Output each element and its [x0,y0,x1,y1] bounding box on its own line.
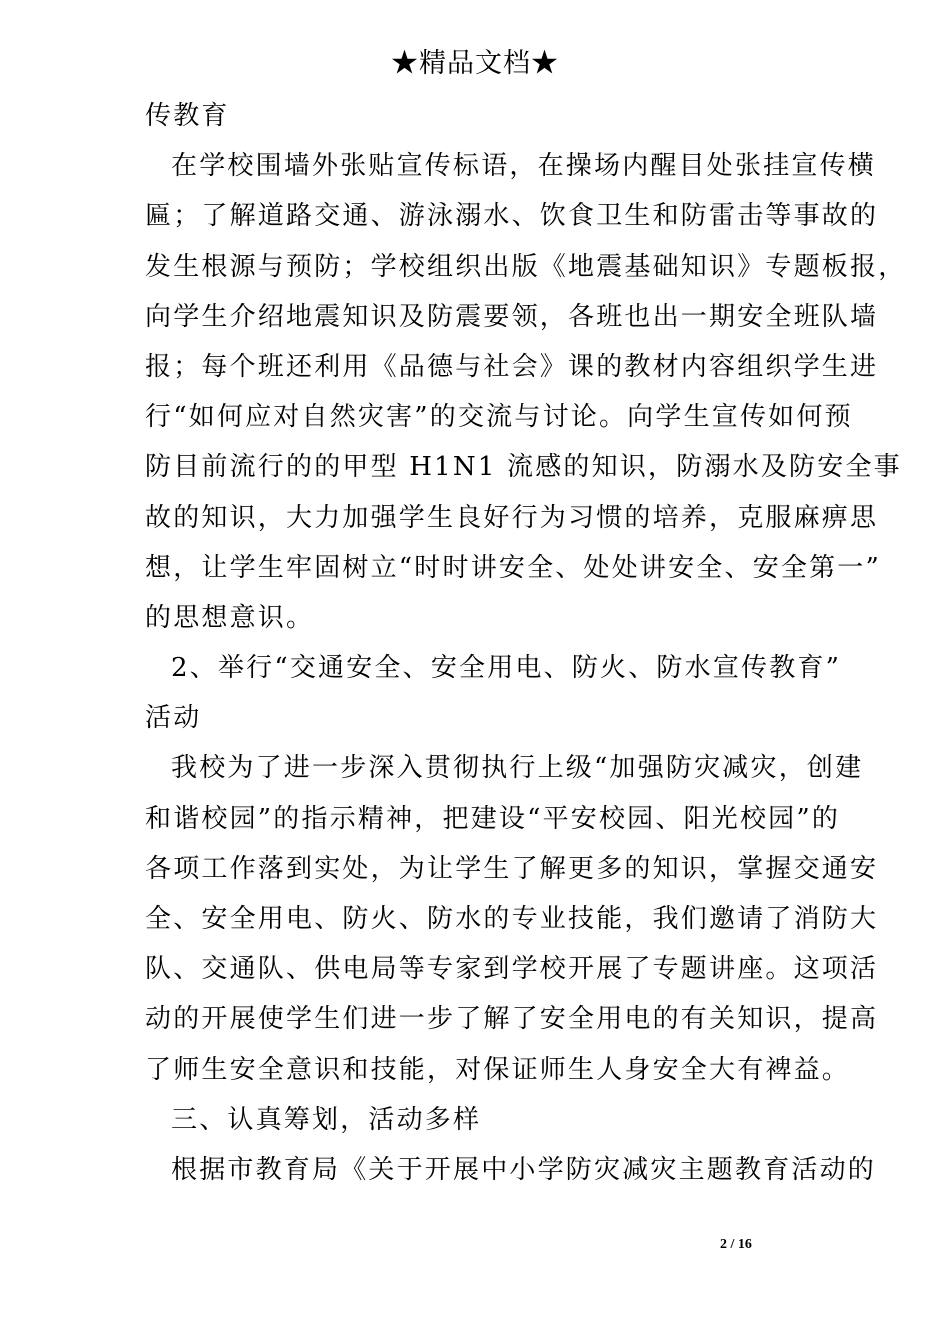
text-line: 的思想意识。 [145,602,315,633]
text-line: 我校为了进一步深入贯彻执行上级“加强防灾减灾，创建 [171,753,864,784]
text-line: 三、认真筹划，活动多样 [171,1104,482,1135]
text-line: 在学校围墙外张贴宣传标语，在操场内醒目处张挂宣传横 [171,151,877,182]
text-line: 报；每个班还利用《品德与社会》课的教材内容组织学生进 [145,351,879,382]
text-line: 行“如何应对自然灾害”的交流与讨论。向学生宣传如何预 [145,402,853,433]
text-line: 匾；了解道路交通、游泳溺水、饮食卫生和防雷击等事故的 [145,201,879,232]
document-body [145,96,907,1200]
text-line: 想，让学生牢固树立“时时讲安全、处处讲安全、安全第一” [145,552,881,583]
text-line: 各项工作落到实处，为让学生了解更多的知识，掌握交通安 [145,853,879,884]
document-header-title: ★精品文档★ [391,48,559,79]
page-number: 2 / 16 [720,1237,752,1252]
text-line: 队、交通队、供电局等专家到学校开展了专题讲座。这项活 [145,954,879,985]
text-line: 传教育 [145,101,230,131]
text-line: 故的知识，大力加强学生良好行为习惯的培养，克服麻痹思 [145,502,879,533]
text-line: 动的开展使学生们进一步了解了安全用电的有关知识，提高 [145,1004,879,1035]
text-line: 向学生介绍地震知识及防震要领，各班也出一期安全班队墙 [145,301,879,332]
text-line: 活动 [145,703,202,734]
text-line: 发生根源与预防；学校组织出版《地震基础知识》专题板报， [145,251,907,282]
text-line: 2、举行“交通安全、安全用电、防火、防水宣传教育” [171,653,842,684]
text-line: 防目前流行的的甲型 H1N1 流感的知识，防溺水及防安全事 [145,452,902,483]
text-line: 了师生安全意识和技能，对保证师生人身安全大有裨益。 [145,1054,851,1085]
text-line: 和谐校园”的指示精神，把建设“平安校园、阳光校园”的 [145,803,841,834]
text-line: 全、安全用电、防火、防水的专业技能，我们邀请了消防大 [145,904,879,934]
text-line: 根据市教育局《关于开展中小学防灾减灾主题教育活动的 [171,1154,877,1185]
